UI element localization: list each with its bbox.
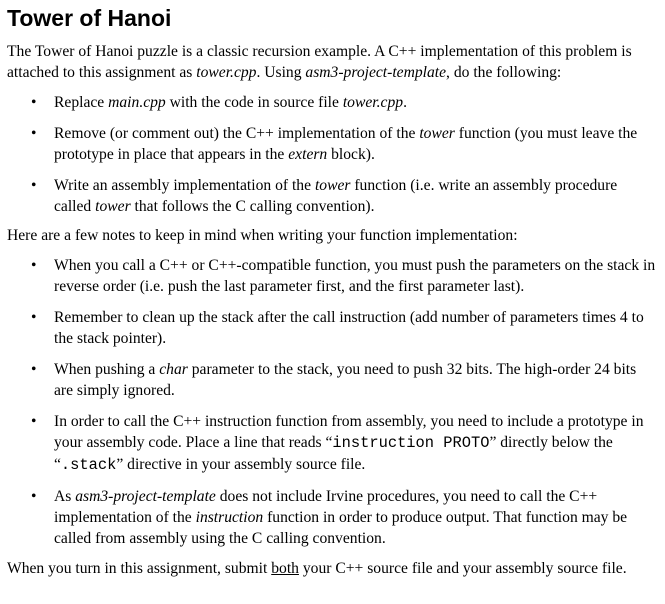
notes-list [7,255,665,549]
document [7,0,665,579]
list-item: • When you call a C++ or C++-compatible function, you must push the parameters on the stack in reverse order (i.e. push the last parameter first, and the first parameter last). [31,257,656,295]
list-item: • Remember to clean up the stack after the call instruction (add number of parameters times 4 to the stack pointer). [31,309,644,347]
bullet: • [31,257,37,274]
list-item: • When pushing a char parameter to the stack, you need to push 32 bits. The high-order 24 bits are simply ignored. [31,361,637,399]
page-title: Tower of Hanoi [7,5,172,31]
steps-list [7,92,665,217]
intro-paragraph [7,41,665,83]
bullet: • [31,94,37,111]
project-template-name: asm3-project-template [305,64,447,81]
bullet: • [31,413,37,430]
bullet: • [31,125,37,142]
list-item: • As asm3-project-template does not include Irvine procedures, you need to call the C++ implementation of the instruction function in order to produce output. That function may be called from assembly using the C calling convention. [31,488,628,547]
notes-intro: Here are a few notes to keep in mind when writing your function implementation: [7,227,518,244]
bullet: • [31,488,37,505]
intro-line-2: attached to this assignment as tower.cpp. Using asm3-project-template, do the following: [7,64,562,81]
list-item: • Remove (or comment out) the C++ implementation of the tower function (you must leave the prototype in place that appears in the extern block). [31,125,638,163]
list-item: • In order to call the C++ instruction function from assembly, you need to include a prototype in your assembly code. Place a line that reads “instruction PROTO” directly below the “.stack” directive in your assembly source file. [31,413,644,474]
code-stack-directive: .stack [60,456,117,474]
code-instruction-proto: instruction PROTO [332,434,490,452]
bullet: • [31,361,37,378]
list-item: • Write an assembly implementation of the tower function (i.e. write an assembly procedure called tower that follows the C calling convention). [31,177,618,215]
closing-paragraph: When you turn in this assignment, submit both your C++ source file and your assembly source file. [7,560,627,577]
bullet: • [31,309,37,326]
filename-tower-cpp: tower.cpp [196,64,257,81]
list-item: • Replace main.cpp with the code in source file tower.cpp. [31,94,407,111]
bullet: • [31,177,37,194]
emphasis-both: both [271,560,299,577]
intro-line-1: The Tower of Hanoi puzzle is a classic recursion example. A C++ implementation of this problem is [7,43,632,60]
